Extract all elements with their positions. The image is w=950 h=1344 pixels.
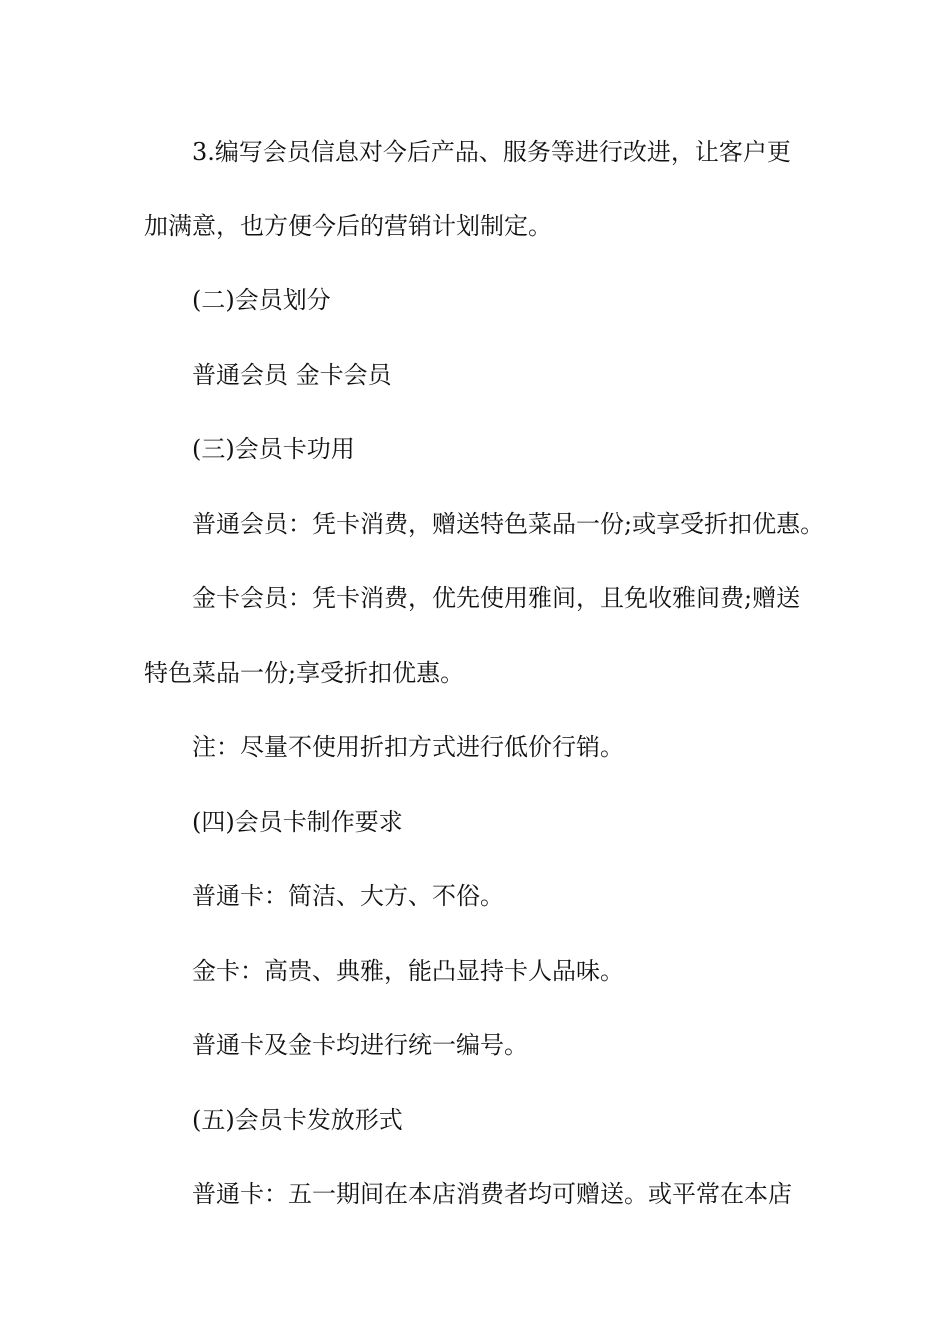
gold-member-benefits-line: 金卡会员：凭卡消费，优先使用雅间，且免收雅间费;赠送 (192, 584, 801, 612)
regular-member-benefits-line: 普通会员：凭卡消费，赠送特色菜品一份;或享受折扣优惠。 (192, 510, 825, 538)
section-heading-card-functions: (三)会员卡功用 (192, 435, 355, 463)
gold-card-requirements-line: 金卡：高贵、典雅，能凸显持卡人品味。 (192, 957, 624, 985)
gold-member-benefits-continuation: 特色菜品一份;享受折扣优惠。 (144, 659, 465, 687)
regular-card-distribution-line: 普通卡：五一期间在本店消费者均可赠送。或平常在本店 (192, 1180, 792, 1208)
section-heading-card-distribution: (五)会员卡发放形式 (192, 1106, 403, 1134)
section-heading-member-classification: (二)会员划分 (192, 286, 331, 314)
discount-note-line: 注：尽量不使用折扣方式进行低价行销。 (192, 733, 624, 761)
member-types-line: 普通会员 金卡会员 (192, 361, 392, 389)
paragraph-line-continuation: 加满意，也方便今后的营销计划制定。 (144, 212, 552, 240)
card-numbering-line: 普通卡及金卡均进行统一编号。 (192, 1031, 528, 1059)
paragraph-line-3: 3.编写会员信息对今后产品、服务等进行改进，让客户更 (192, 138, 791, 166)
section-heading-card-production: (四)会员卡制作要求 (192, 808, 403, 836)
regular-card-requirements-line: 普通卡：简洁、大方、不俗。 (192, 882, 504, 910)
